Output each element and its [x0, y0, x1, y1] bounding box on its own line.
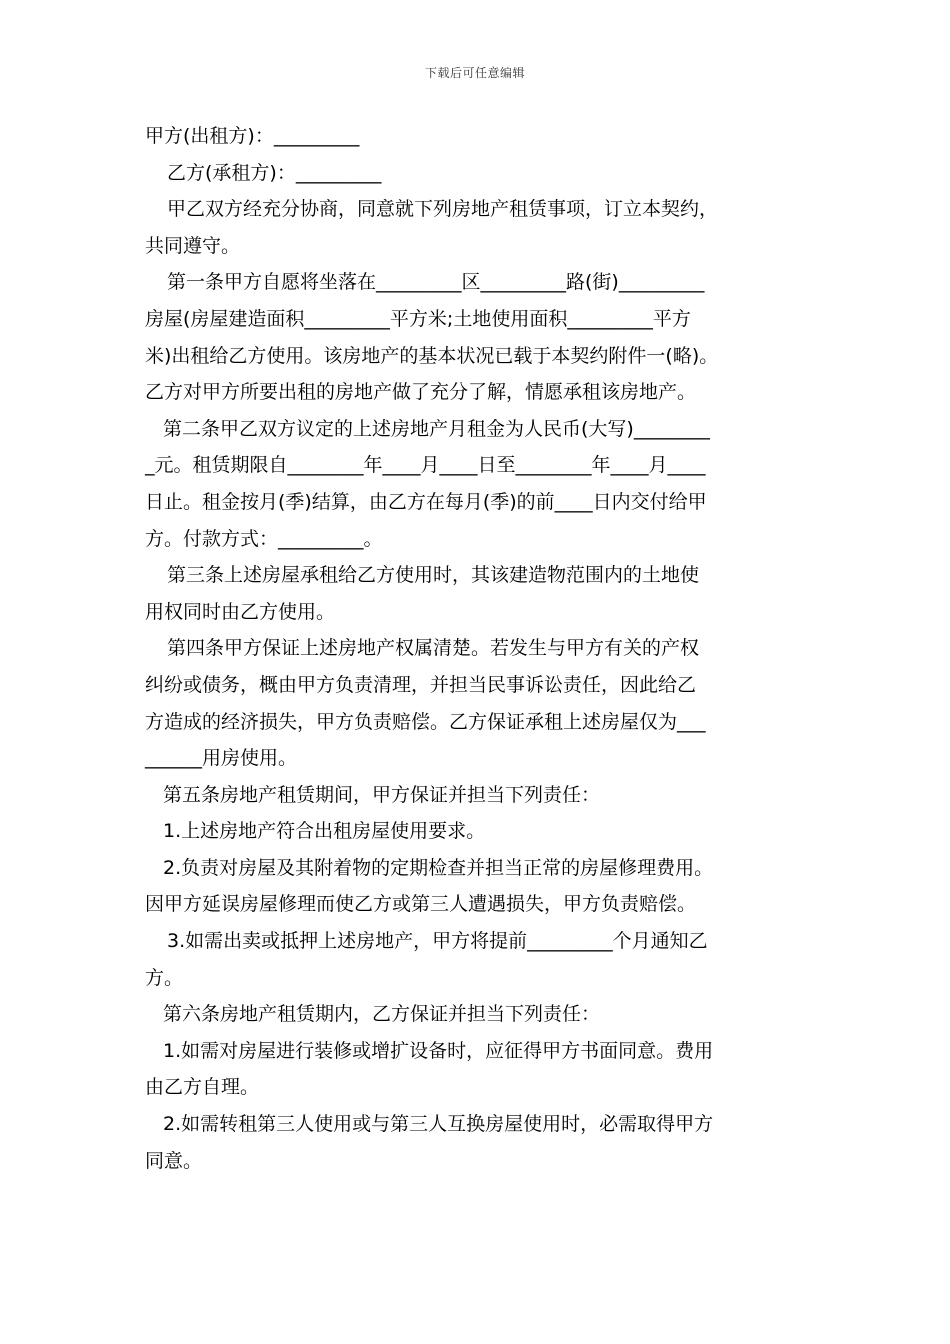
- document-line: _元。租赁期限自________年____月____日至________年____月____: [145, 454, 706, 477]
- document-line: 房屋(房屋建造面积_________平方米;土地使用面积_________平方: [145, 307, 691, 330]
- document-line: 纠纷或债务，概由甲方负责清理，并担当民事诉讼责任，因此给乙: [145, 673, 697, 696]
- document-line: 第六条房地产租赁期内，乙方保证并担当下列责任：: [163, 1003, 601, 1026]
- document-line: 同意。: [145, 1149, 203, 1172]
- document-line: 方。付款方式：_________。: [145, 527, 383, 550]
- document-line: 第一条甲方自愿将坐落在_________区_________路(街)_________: [167, 271, 705, 294]
- document-line: 日止。租金按月(季)结算，由乙方在每月(季)的前____日内交付给甲: [145, 490, 707, 513]
- document-line: 2.如需转租第三人使用或与第三人互换房屋使用时，必需取得甲方: [163, 1113, 714, 1136]
- document-line: 第三条上述房屋承租给乙方使用时，其该建造物范围内的土地使: [167, 564, 700, 587]
- document-line: 乙方(承租方)：_________: [167, 161, 382, 184]
- document-line: 1.上述房地产符合出租房屋使用要求。: [163, 820, 486, 843]
- document-line: 第二条甲乙双方议定的上述房地产月租金为人民币(大写)________: [163, 417, 710, 440]
- document-line: 方造成的经济损失，甲方负责赔偿。乙方保证承租上述房屋仅为___: [145, 710, 706, 733]
- document-line: 第五条房地产租赁期间，甲方保证并担当下列责任：: [163, 783, 601, 806]
- document-line: 米)出租给乙方使用。该房地产的基本状况已载于本契约附件一(略)。: [145, 344, 719, 367]
- document-line: 第四条甲方保证上述房地产权属清楚。若发生与甲方有关的产权: [167, 637, 700, 660]
- document-line: 1.如需对房屋进行装修或增扩设备时，应征得甲方书面同意。费用: [163, 1039, 714, 1062]
- document-line: 因甲方延误房屋修理而使乙方或第三人遭遇损失，甲方负责赔偿。: [145, 893, 697, 916]
- document-line: 方。: [145, 966, 184, 989]
- document-line: 由乙方自理。: [145, 1076, 260, 1099]
- document-body: [145, 118, 810, 1179]
- document-line: 乙方对甲方所要出租的房地产做了充分了解，情愿承租该房地产。: [145, 381, 697, 404]
- document-line: 共同遵守。: [145, 234, 241, 257]
- document-line: 3.如需出卖或抵押上述房地产，甲方将提前_________个月通知乙: [167, 930, 708, 953]
- document-line: ______用房使用。: [145, 747, 298, 770]
- document-line: 甲乙双方经充分协商，同意就下列房地产租赁事项，订立本契约，: [167, 198, 719, 221]
- document-line: 用权同时由乙方使用。: [145, 600, 336, 623]
- document-line: 甲方(出租方)：_________: [145, 125, 360, 147]
- document-line: 2.负责对房屋及其附着物的定期检查并担当正常的房屋修理费用。: [163, 856, 714, 879]
- page-header: 下载后可任意编辑: [424, 66, 525, 80]
